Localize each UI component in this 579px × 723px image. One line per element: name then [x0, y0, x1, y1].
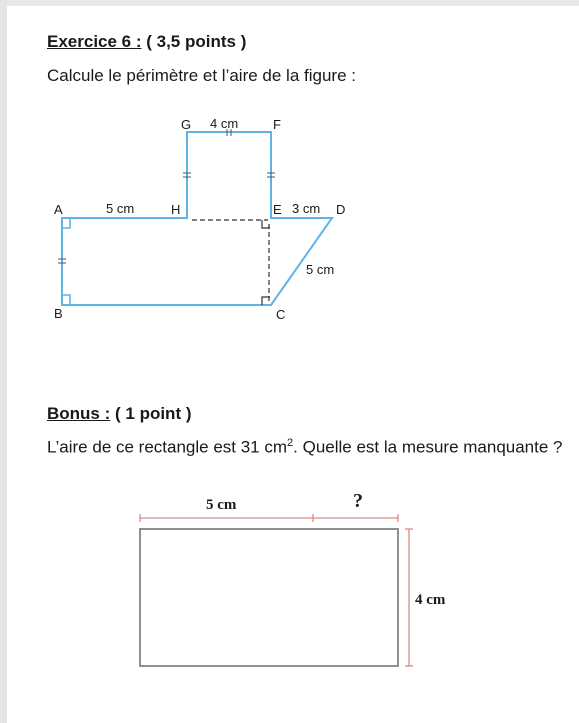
- point-e: E: [273, 202, 282, 217]
- exercise-title-points: ( 3,5 points ): [141, 32, 247, 51]
- point-f: F: [273, 117, 281, 132]
- point-h: H: [171, 202, 181, 217]
- exercise-instruction: Calcule le périmètre et l’aire de la figure :: [47, 66, 356, 85]
- height-label: 4 cm: [415, 592, 446, 608]
- measure-ed: 3 cm: [292, 201, 321, 216]
- figure-2: [140, 514, 413, 666]
- point-d: D: [336, 202, 346, 217]
- point-g: G: [181, 117, 192, 132]
- bonus-instruction-suffix: . Quelle est la mesure manquante ?: [293, 437, 563, 457]
- figure-1-outline: [62, 132, 335, 305]
- figure-1: [62, 132, 335, 305]
- unknown-label: ?: [353, 490, 363, 512]
- rectangle: [140, 529, 398, 666]
- exercise-title-label: Exercice 6 :: [47, 32, 142, 51]
- measure-cd: 5 cm: [306, 262, 335, 277]
- point-c: C: [276, 307, 286, 322]
- bonus-unit: cm: [264, 437, 288, 457]
- bonus-title: [47, 404, 192, 424]
- point-a: A: [54, 202, 63, 217]
- bonus-title-label: Bonus :: [47, 404, 111, 423]
- point-b: B: [54, 306, 63, 321]
- width-label: 5 cm: [206, 497, 237, 513]
- bonus-instruction-prefix: L’aire de ce rectangle est 31: [47, 437, 265, 457]
- right-angle-a: [62, 218, 70, 228]
- measure-ah: 5 cm: [106, 201, 135, 216]
- bonus-title-points: ( 1 point ): [110, 404, 192, 423]
- bonus-exponent: 2: [287, 437, 294, 449]
- measure-gf: 4 cm: [210, 116, 239, 131]
- bonus-instruction: [47, 437, 563, 458]
- right-angle-b: [62, 295, 70, 305]
